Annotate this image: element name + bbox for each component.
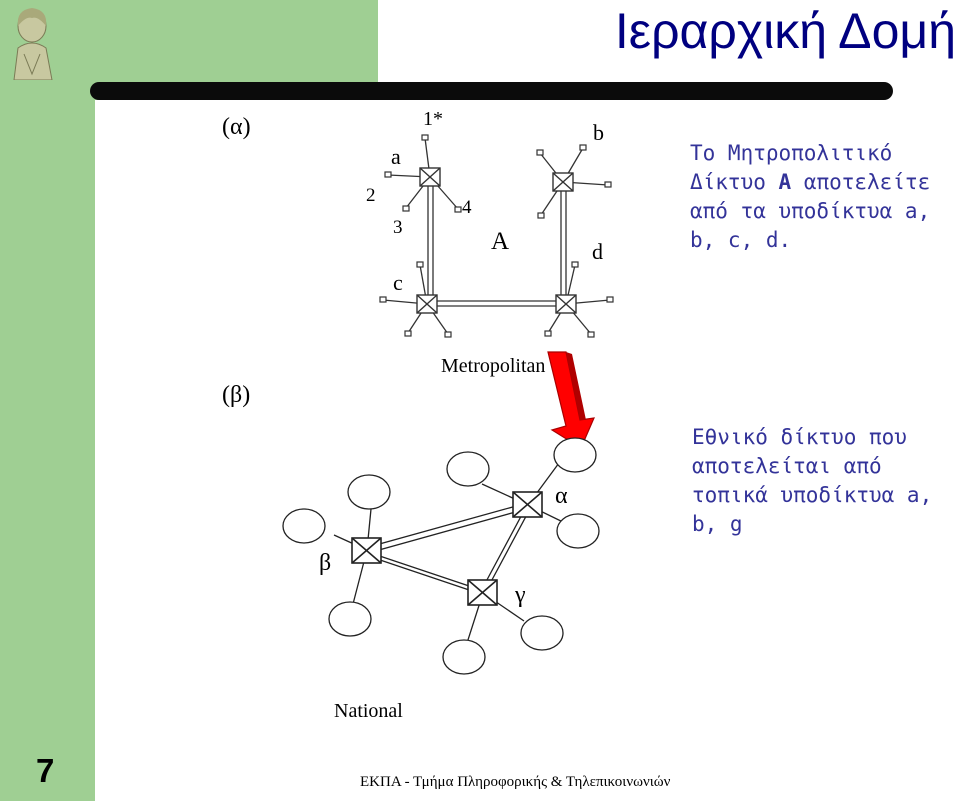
router-icon [468,580,497,605]
label-beta: β [319,550,332,576]
trunk-line [365,503,527,548]
subnet-node [443,640,485,674]
host-node [605,182,611,187]
national-label: National [334,700,403,722]
label-4: 4 [462,197,472,218]
host-node [405,331,411,336]
label-3: 3 [393,217,403,238]
trunk-line [365,551,481,590]
subnet-node [554,438,596,472]
subnet-node [521,616,563,650]
subnet-node [557,514,599,548]
host-node [445,332,451,337]
label-b: b [593,120,604,145]
part-b-label: (β) [222,382,251,408]
host-node [607,297,613,302]
metropolitan-label: Metropolitan [441,355,546,377]
part-b-desc-line4: b, g [692,512,743,536]
host-node [537,150,543,155]
label-d: d [592,239,603,264]
label-a: a [391,144,401,169]
part-a-desc-line2-post: αποτελείτε [791,170,931,194]
host-node [422,135,428,140]
part-b-desc-line1: Εθνικό δίκτυο που [692,425,907,449]
trunk-line [368,556,484,595]
label-2: 2 [366,185,376,206]
part-a-desc-line1: Το Μητροπολιτικό [690,141,893,165]
part-b-desc-line3: τοπικά υποδίκτυα a, [692,483,933,507]
router-icon [556,295,576,313]
router-icon [553,173,573,191]
host-node [380,297,386,302]
host-node [385,172,391,177]
page-number: 7 [36,752,55,789]
host-node [455,207,461,212]
national-routers [352,492,542,605]
footer-text: ΕΚΠΑ - Τμήμα Πληροφορικής & Τηλεπικοινωνιών [360,774,671,790]
host-node [580,145,586,150]
part-b-desc-line2: αποτελείται από [692,454,882,478]
host-node [538,213,544,218]
subnet-node [329,602,371,636]
label-c: c [393,270,403,295]
label-1star: 1* [423,108,443,130]
part-a-desc-line2-bold: A [778,170,792,194]
label-gamma: γ [515,582,526,608]
part-a-label: (α) [222,114,251,140]
label-alpha: α [555,483,568,509]
host-node [545,331,551,336]
router-icon [352,538,381,563]
subnet-node [283,509,325,543]
part-a-desc-line3: από τα υποδίκτυα a, [690,199,931,223]
host-node [417,262,423,267]
subnet-node [447,452,489,486]
host-node [588,332,594,337]
host-node [403,206,409,211]
trunk-line [486,507,531,591]
red-arrow-icon [548,352,594,448]
subnet-node [348,475,390,509]
router-icon [513,492,542,517]
router-icon [417,295,437,313]
slide-title: Ιεραρχική Δομή [614,3,956,59]
label-big-a: A [491,228,510,255]
metro-hosts [380,135,613,337]
part-a-desc-line2-pre: Δίκτυο [690,170,779,194]
host-node [572,262,578,267]
router-icon [420,168,440,186]
part-a-desc-line4: b, c, d. [690,228,792,252]
